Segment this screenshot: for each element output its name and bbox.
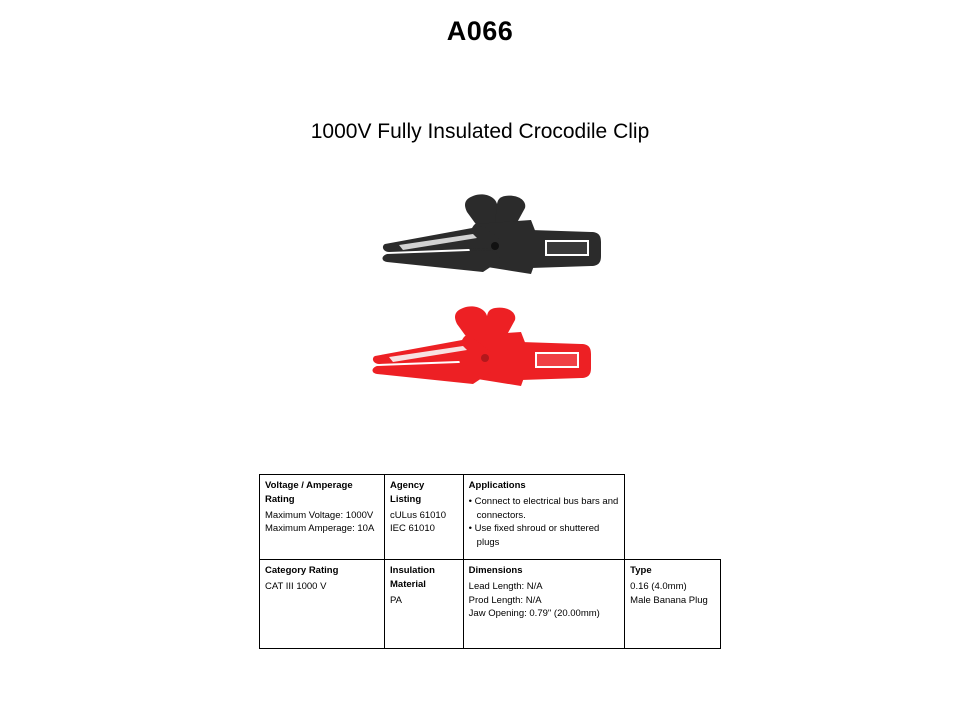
cell-type [625,560,721,649]
specification-table [259,474,721,649]
agency-line-1: cULus 61010 [390,509,446,521]
page-title: 1000V Fully Insulated Crocodile Clip [310,120,650,143]
insulation-value: PA [390,594,402,606]
cell-header-dimensions: Dimensions [468,565,523,576]
cell-applications [463,475,625,560]
agency-line-2: IEC 61010 [390,523,435,535]
cell-insulation-material [385,560,464,649]
cell-header-insulation: Insulation Material [390,565,435,590]
category-value: CAT III 1000 V [265,580,327,592]
cell-header-type: Type [630,565,652,576]
dimensions-prod-length: Prod Length: N/A [468,594,542,606]
voltage-max-amperage: Maximum Amperage: 10A [265,523,375,535]
cell-dimensions [463,560,625,649]
black-crocodile-clip-icon [355,190,605,300]
cell-agency-listing [385,475,464,560]
dimensions-lead-length: Lead Length: N/A [468,580,543,592]
product-image [355,190,605,420]
cell-category-rating [260,560,385,649]
cell-header-agency: Agency Listing [390,480,425,505]
dimensions-jaw-opening: Jaw Opening: 0.79" (20.00mm) [468,608,600,620]
red-crocodile-clip-icon [345,302,595,412]
cell-header-applications: Applications [468,480,526,491]
voltage-max-voltage: Maximum Voltage: 1000V [265,509,374,521]
table-row [260,475,721,560]
cell-header-voltage: Voltage / Amperage Rating [265,480,353,505]
applications-bullet-1: • Connect to electrical bus bars and connectors. [468,495,619,521]
type-connector: Male Banana Plug [630,594,708,606]
applications-bullet-2: • Use fixed shroud or shuttered plugs [468,523,600,549]
type-size: 0.16 (4.0mm) [630,580,687,592]
cell-voltage-amperage-rating [260,475,385,560]
cell-header-category: Category Rating [265,565,339,576]
part-number-heading: A066 [446,16,514,46]
table-row [260,560,721,649]
